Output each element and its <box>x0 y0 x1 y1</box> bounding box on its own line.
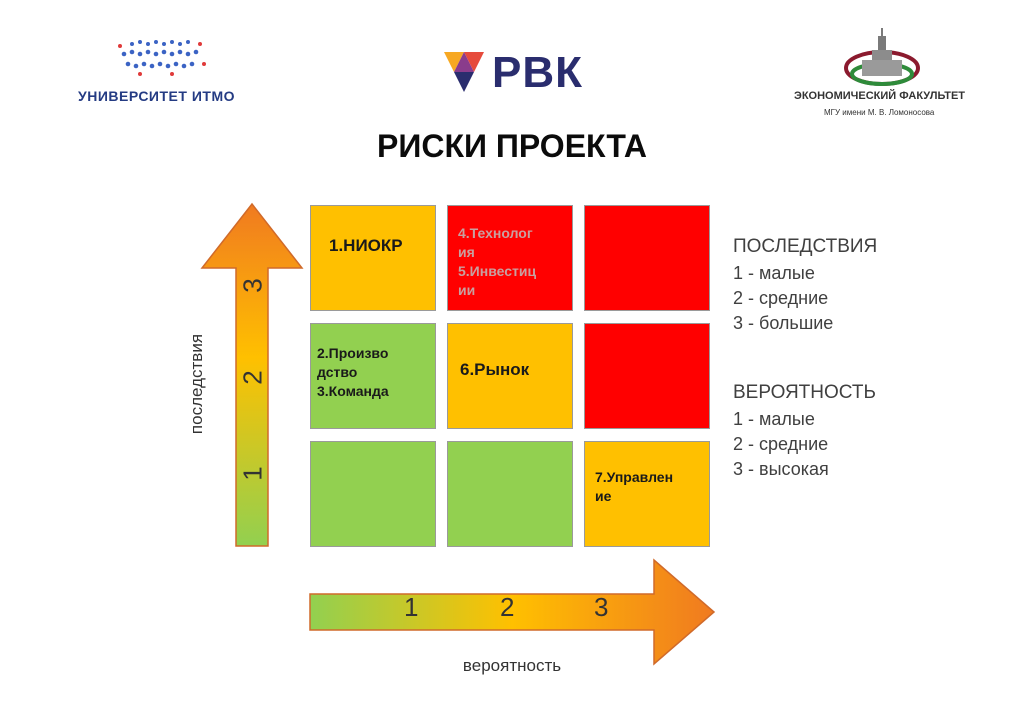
y-axis-label: последствия <box>187 333 206 435</box>
msu-logo-subtitle: МГУ имени М. В. Ломоносова <box>824 108 935 117</box>
page-title: РИСКИ ПРОЕКТА <box>377 128 647 164</box>
cell-label-market: 6.Рынок <box>460 360 530 379</box>
legend-consequences-item-2: 2 - средние <box>733 288 829 308</box>
matrix-cell-r1-c2 <box>447 441 573 547</box>
legend-consequences-item-1: 1 - малые <box>733 263 815 283</box>
matrix-cell-r3-c1 <box>310 205 436 311</box>
cell-label-management: 7.Управлен ие <box>595 469 674 504</box>
rvk-logo-text: РВК <box>492 48 583 97</box>
itmo-logo <box>72 38 252 108</box>
rvk-logo <box>440 44 600 100</box>
matrix-cell-r1-c3 <box>584 441 710 547</box>
x-axis-label: вероятность <box>462 656 562 675</box>
msu-building-icon <box>842 28 922 88</box>
cell-label-technology-investment: 4.Технолог ия 5.Инвестиц ии <box>458 225 537 298</box>
matrix-cell-r2-c1 <box>310 323 436 429</box>
matrix-cell-r2-c3 <box>584 323 710 429</box>
cell-label-production-team: 2.Произво дство 3.Команда <box>317 345 389 399</box>
msu-logo <box>790 28 990 128</box>
y-tick-1: 1 <box>237 466 268 481</box>
matrix-cell-r1-c1 <box>310 441 436 547</box>
legend-probability-title: ВЕРОЯТНОСТЬ <box>733 382 876 403</box>
rvk-triangle-icon <box>440 46 488 98</box>
y-tick-2: 2 <box>237 370 268 385</box>
legend-consequences-title: ПОСЛЕДСТВИЯ <box>733 236 878 257</box>
msu-logo-title: ЭКОНОМИЧЕСКИЙ ФАКУЛЬТЕТ <box>794 90 966 102</box>
cell-label-niokr: 1.НИОКР <box>329 236 403 255</box>
matrix-cell-r3-c2 <box>447 205 573 311</box>
x-tick-2: 2 <box>500 592 515 622</box>
itmo-logo-text: УНИВЕРСИТЕТ ИТМО <box>78 88 235 104</box>
itmo-dots-icon <box>112 38 212 78</box>
legend-probability-item-1: 1 - малые <box>733 409 815 429</box>
legend-probability-item-3: 3 - высокая <box>733 459 829 479</box>
y-tick-3: 3 <box>237 278 268 293</box>
x-tick-1: 1 <box>404 592 419 622</box>
x-tick-3: 3 <box>594 592 609 622</box>
legend-probability-item-2: 2 - средние <box>733 434 829 454</box>
legend-consequences-item-3: 3 - большие <box>733 313 834 333</box>
matrix-cell-r3-c3 <box>584 205 710 311</box>
matrix-cell-r2-c2 <box>447 323 573 429</box>
